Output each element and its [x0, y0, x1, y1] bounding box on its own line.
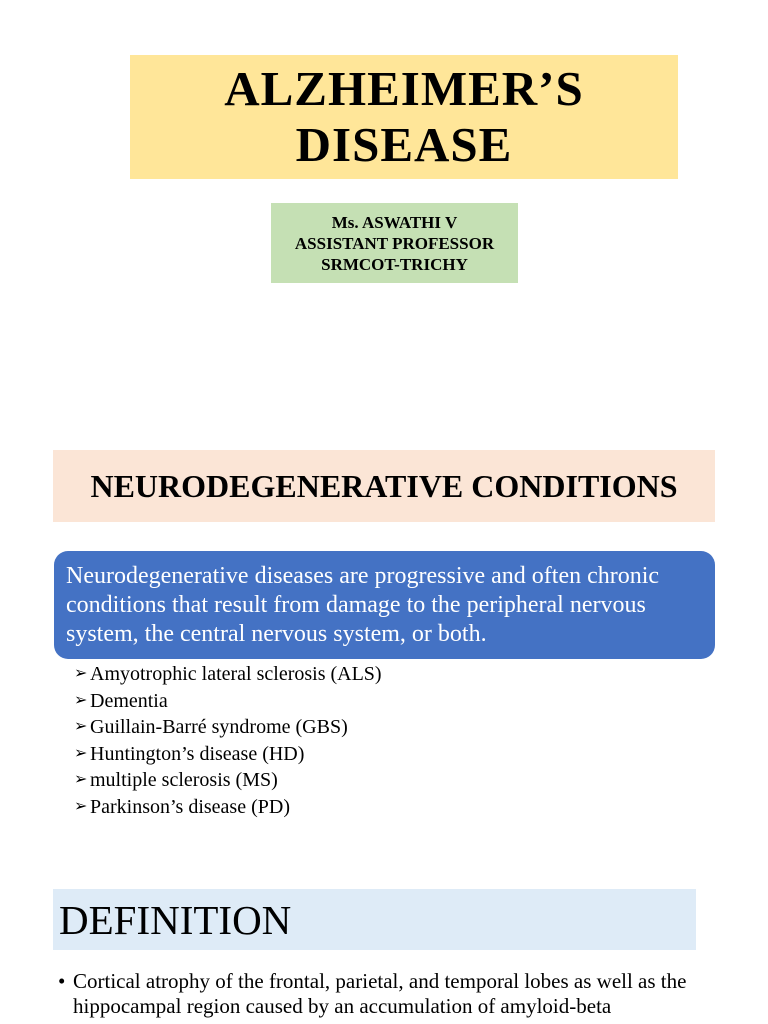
- definition-text: Cortical atrophy of the frontal, parietal, and temporal lobes as well as the hippocampal region caused by an accumulation of amyloid-beta: [73, 969, 687, 1018]
- neurodegenerative-heading: NEURODEGENERATIVE CONDITIONS: [90, 467, 678, 504]
- author-info-box: [271, 203, 518, 283]
- description-callout: [54, 551, 715, 659]
- title-banner: [130, 55, 678, 179]
- list-item: [74, 741, 382, 768]
- conditions-list: [74, 661, 382, 820]
- arrow-bullet-icon: ➢: [74, 771, 88, 788]
- arrow-bullet-icon: ➢: [74, 744, 88, 762]
- author-name: Ms. ASWATHI V: [331, 212, 458, 232]
- description-text: Neurodegenerative diseases are progressive and often chronic conditions that result from damage to the peripheral nervous system, the central nervous system, or both.: [66, 563, 660, 647]
- list-item-text: Parkinson’s disease (PD): [90, 795, 290, 818]
- title-line-1: ALZHEIMER’S: [224, 61, 584, 116]
- list-item: [74, 688, 382, 715]
- list-item-text: Amyotrophic lateral sclerosis (ALS): [90, 663, 382, 685]
- list-item: [74, 767, 382, 794]
- bullet-icon: •: [58, 969, 66, 993]
- definition-heading: DEFINITION: [59, 896, 292, 943]
- arrow-bullet-icon: ➢: [74, 691, 88, 709]
- list-item-text: Dementia: [90, 689, 168, 712]
- list-item-text: Huntington’s disease (HD): [90, 742, 305, 765]
- list-item: [74, 794, 382, 821]
- list-item-text: multiple sclerosis (MS): [90, 769, 278, 791]
- author-institution: SRMCOT-TRICHY: [321, 254, 468, 274]
- list-item: [74, 661, 382, 688]
- list-item-text: Guillain-Barré syndrome (GBS): [90, 716, 348, 738]
- definition-heading-banner: [53, 889, 696, 950]
- definition-list: [58, 969, 718, 1019]
- arrow-bullet-icon: ➢: [74, 797, 88, 815]
- neurodegenerative-heading-banner: [53, 450, 715, 522]
- list-item: [74, 714, 382, 741]
- arrow-bullet-icon: ➢: [74, 718, 88, 735]
- list-item: [58, 969, 718, 1019]
- author-position: ASSISTANT PROFESSOR: [294, 233, 495, 253]
- title-line-2: DISEASE: [295, 117, 513, 172]
- arrow-bullet-icon: ➢: [74, 665, 88, 682]
